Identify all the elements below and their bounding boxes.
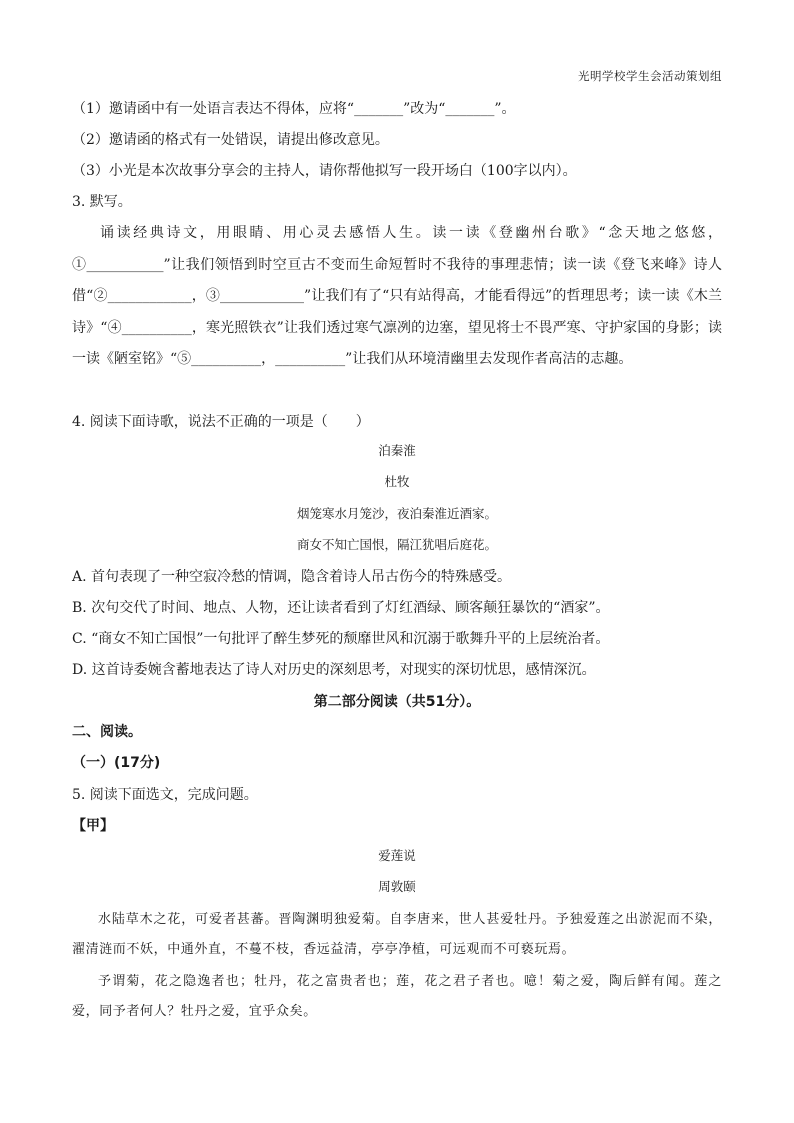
option-b: B. 次句交代了时间、地点、人物，还让读者看到了灯红酒绿、顾客颠狂暴饮的“酒家”。: [72, 600, 610, 616]
option-d: D. 这首诗委婉含蓄地表达了诗人对历史的深刻思考，对现实的深切忧思，感情深沉。: [72, 662, 596, 678]
poem-line-1: 烟笼寒水月笼沙，夜泊秦淮近酒家。: [296, 506, 497, 521]
option-a: A. 首句表现了一种空寂冷愁的情调，隐含着诗人吊古伤今的特殊感受。: [72, 569, 512, 585]
part2-title: 第二部分阅读（共51分）。: [313, 694, 481, 710]
essay-title: 爱莲说: [378, 848, 416, 863]
q3-title: 3. 默写。: [72, 194, 132, 210]
essay-paragraph-2: 予谓菊，花之隐逸者也；牡丹，花之富贵者也；莲，花之君子者也。噫！菊之爱，陶后鲜有闻。莲之爱，同予者何人？牡丹之爱，宜乎众矣。: [72, 974, 722, 1019]
q3-text: 诵读经典诗文，用眼睛、用心灵去感悟人生。读一读《登幽州台歌》“念天地之悠悠，①___________”让我们领悟到时空亘古不变而生命短暂时不我待的事理悲情；读一读《登飞来峰》诗人借“②____________，③____________”让我们有了“只有站得高，才能看得远”的哲理思考；读一读《木兰诗》“④__________，寒光照铁衣”让我们透过寒气凛冽的边塞，望见将士不畏严寒、守护家国的身影；读一读《陋室铭》“⑤__________，__________”让我们从环境清幽里去发现作者高洁的志趣。: [72, 225, 722, 367]
section-heading: 二、阅读。: [72, 724, 142, 740]
poem-line-2: 商女不知亡国恨，隔江犹唱后庭花。: [296, 537, 497, 552]
jia-label: 【甲】: [72, 818, 114, 834]
poem-author: 杜牧: [384, 474, 410, 489]
subsection-heading: （一）(17分): [72, 755, 161, 771]
q2-sub3: （3）小光是本次故事分享会的主持人，请你帮他拟写一段开场白（100字以内）。: [72, 163, 577, 179]
essay-author: 周敦颐: [378, 879, 416, 894]
q2-sub1: （1）邀请函中有一处语言表达不得体，应将“_______”改为“_______”。: [72, 101, 516, 117]
poem-title: 泊秦淮: [378, 443, 416, 458]
option-c: C. “商女不知亡国恨”一句批评了醉生梦死的颓靡世风和沉溺于歌舞升平的上层统治者。: [72, 631, 610, 647]
q2-sub2: （2）邀请函的格式有一处错误，请提出修改意见。: [72, 132, 389, 148]
header-org: 光明学校学生会活动策划组: [578, 69, 722, 83]
essay-paragraph-1: 水陆草木之花，可爱者甚蕃。晋陶渊明独爱菊。自李唐来，世人甚爱牡丹。予独爱莲之出淤泥而不染，濯清涟而不妖，中通外直，不蔓不枝，香远益清，亭亭净植，可远观而不可亵玩焉。: [72, 912, 722, 957]
q4-title: 4. 阅读下面诗歌，说法不正确的一项是（ ）: [72, 414, 370, 430]
q5-title: 5. 阅读下面选文，完成问题。: [72, 787, 258, 803]
